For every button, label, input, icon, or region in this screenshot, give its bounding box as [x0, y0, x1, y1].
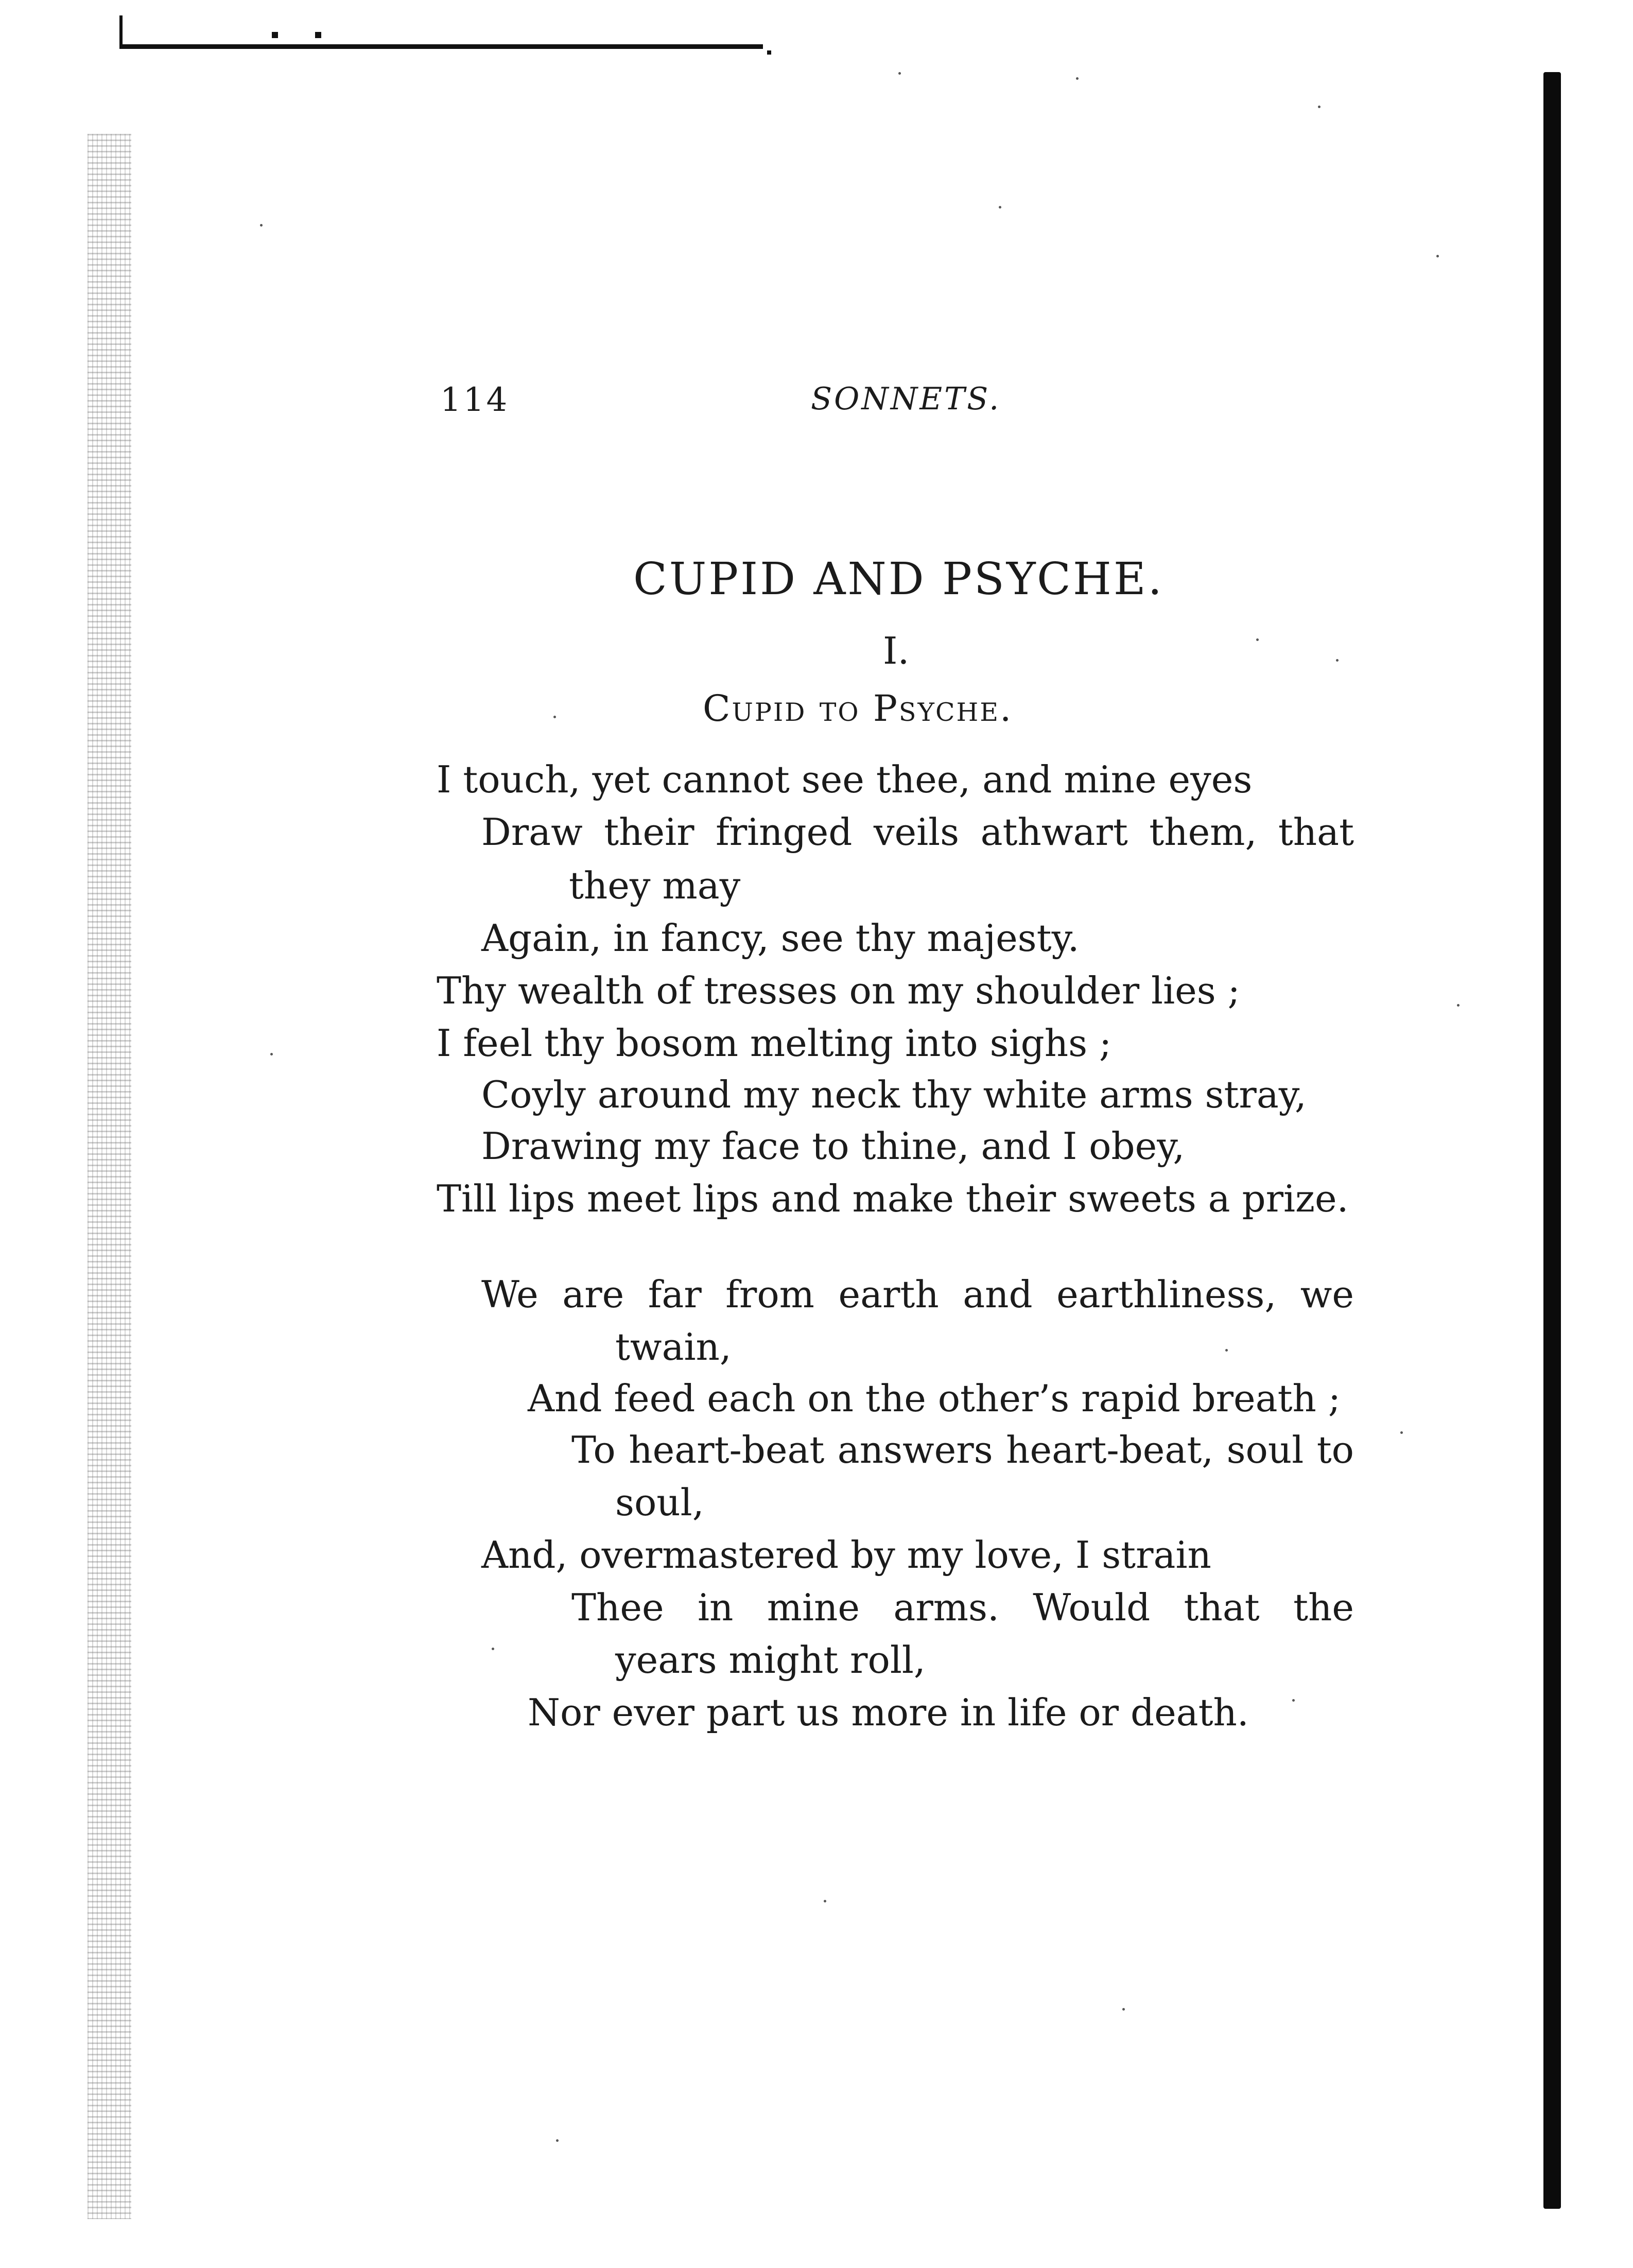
part-numeral: I.	[883, 629, 910, 672]
scan-speck	[767, 50, 771, 55]
scan-speck	[260, 224, 263, 227]
scan-spine-bar	[1543, 72, 1561, 2209]
verse-line-runover: they may	[569, 864, 741, 907]
scan-speck	[1122, 2008, 1125, 2011]
verse-line: Thee in mine arms. Would that the	[571, 1586, 1354, 1629]
verse-line: Nor ever part us more in life or death.	[528, 1691, 1249, 1734]
scan-speck	[270, 1053, 273, 1055]
verse-line: And, overmastered by my love, I strain	[481, 1533, 1211, 1577]
scan-speck	[1292, 1699, 1295, 1702]
scan-speck	[1225, 1349, 1228, 1352]
scan-speck	[1457, 1004, 1460, 1007]
scan-speck	[824, 1900, 826, 1902]
scan-speck	[553, 716, 556, 718]
scan-speck	[272, 32, 278, 38]
scan-speck	[999, 206, 1001, 209]
verse-line: Thy wealth of tresses on my shoulder lies ;	[437, 969, 1240, 1012]
verse-line: Coyly around my neck thy white arms stray,	[481, 1073, 1307, 1116]
scan-speck	[315, 32, 321, 38]
scan-speck	[1318, 106, 1321, 108]
verse-line: I touch, yet cannot see thee, and mine eyes	[437, 758, 1253, 801]
scan-speck	[1336, 659, 1339, 662]
verse-line: Again, in fancy, see thy majesty.	[481, 916, 1080, 960]
part-subtitle: Cupid to Psyche.	[703, 687, 1013, 730]
scan-top-rule	[119, 44, 763, 49]
verse-line: Till lips meet lips and make their sweets a prize.	[437, 1177, 1349, 1220]
verse-line: And feed each on the other’s rapid breath ;	[528, 1377, 1341, 1420]
page-number: 114	[440, 381, 510, 419]
scan-binding-shadow	[88, 134, 131, 2219]
verse-line-runover: years might roll,	[615, 1638, 926, 1682]
scan-speck	[556, 2139, 559, 2142]
scan-speck	[1256, 638, 1259, 641]
scan-speck	[1076, 77, 1079, 80]
running-head: SONNETS.	[811, 381, 1001, 417]
poem-title: CUPID AND PSYCHE.	[633, 553, 1165, 605]
verse-line-runover: soul,	[615, 1481, 704, 1524]
scan-edge-mark	[119, 15, 123, 46]
scan-speck	[492, 1648, 494, 1650]
scan-speck	[1400, 1431, 1403, 1434]
verse-line-runover: twain,	[615, 1325, 732, 1369]
verse-line: To heart-beat answers heart-beat, soul to	[571, 1428, 1354, 1471]
verse-line: We are far from earth and earthliness, we	[481, 1273, 1354, 1316]
scan-speck	[1436, 255, 1439, 257]
scan-speck	[898, 72, 901, 75]
verse-line: Draw their fringed veils athwart them, that	[481, 810, 1354, 854]
verse-line: Drawing my face to thine, and I obey,	[481, 1124, 1185, 1168]
verse-line: I feel thy bosom melting into sighs ;	[437, 1022, 1112, 1065]
